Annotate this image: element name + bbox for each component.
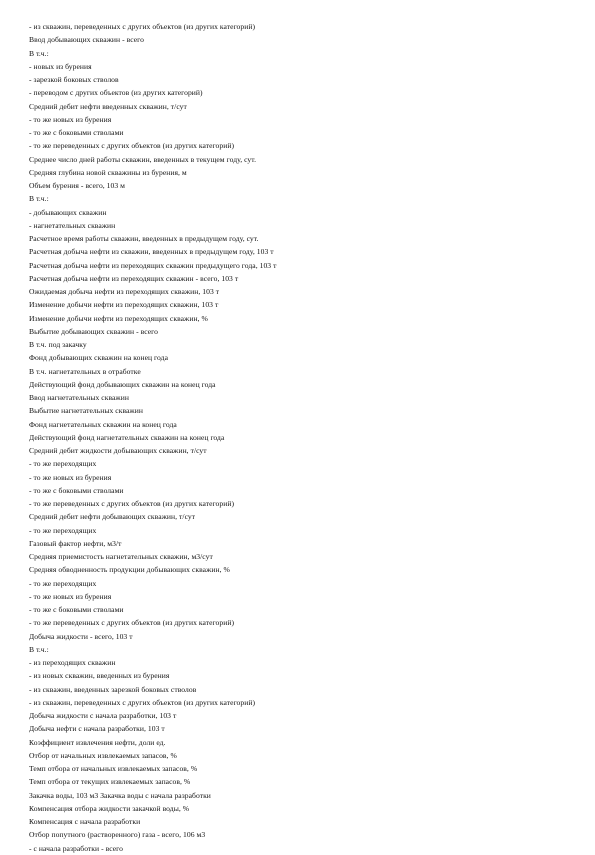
document-line: Средний дебит нефти добывающих скважин, т/сут (29, 512, 196, 522)
document-line: Объем бурения - всего, 103 м (29, 181, 126, 190)
document-line: Изменение добычи нефти из переходящих скважин, 103 т (29, 300, 219, 310)
document-line: Темп отбора от текущих извлекаемых запасов, % (29, 777, 191, 787)
document-line: Расчетная добыча нефти из переходящих скважин - всего, 103 т (29, 273, 239, 283)
document-line: - то же новых из бурения (29, 591, 112, 601)
document-line: - то же переведенных с других объектов (из других категорий) (29, 618, 235, 628)
document-line: - то же переходящих (29, 525, 97, 535)
document-line: - то же с боковыми стволами (29, 128, 124, 137)
document-line: Действующий фонд добывающих скважин на конец года (29, 379, 216, 389)
document-line: - то же переведенных с других объектов (из других категорий) (29, 499, 235, 508)
document-line: В т.ч.: (29, 644, 49, 654)
document-line: Компенсация с начала разработки (29, 817, 141, 826)
document-line: Изменение добычи нефти из переходящих скважин, % (29, 313, 208, 323)
document-line: Расчетная добыча нефти из переходящих скважин предыдущего года, 103 т (29, 260, 277, 270)
document-line: - то же переходящих (29, 578, 97, 588)
document-line: Отбор попутного (растворенного) газа - всего, 106 м3 (29, 830, 206, 840)
document-line: - то же с боковыми стволами (29, 605, 124, 614)
document-line: В т.ч.: (29, 194, 49, 204)
document-line: - из скважин, переведенных с других объектов (из других категорий) (29, 22, 256, 31)
document-line: Выбытие нагнетательных скважин (29, 406, 143, 416)
document-line: Фонд нагнетательных скважин на конец года (29, 419, 177, 429)
document-line: Среднее число дней работы скважин, введенных в текущем году, сут. (29, 154, 257, 164)
document-line: В т.ч. нагнетательных в отработке (29, 366, 141, 376)
document-line: Ввод добывающих скважин - всего (29, 35, 144, 45)
document-line: Средняя глубина новой скважины из бурения, м (29, 167, 187, 177)
document-line: - то же с боковыми стволами (29, 485, 124, 495)
document-line: - с начала разработки - всего (29, 843, 123, 853)
document-line: - из скважин, введенных зарезкой боковых стволов (29, 684, 197, 694)
document-line: Фонд добывающих скважин на конец года (29, 353, 168, 363)
document-line: Действующий фонд нагнетательных скважин на конец года (29, 432, 225, 442)
document-line: В т.ч.: (29, 48, 49, 58)
document-line: - из переходящих скважин (29, 658, 116, 667)
document-line: Расчетная добыча нефти из скважин, введенных в предыдущем году, 103 т (29, 247, 274, 257)
document-line: Выбытие добывающих скважин - всего (29, 326, 158, 336)
document-line: - то же новых из бурения (29, 114, 112, 124)
document-line: Добыча жидкости - всего, 103 т (29, 631, 133, 641)
document-line: Коэффициент извлечения нефти, доли ед. (29, 737, 166, 747)
document-line: Добыча жидкости с начала разработки, 103 т (29, 711, 177, 720)
document-line: Отбор от начальных извлекаемых запасов, % (29, 750, 177, 760)
document-line: - из новых скважин, введенных из бурения (29, 671, 170, 681)
document-line: Темп отбора от начальных извлекаемых запасов, % (29, 764, 198, 773)
document-line: - зарезкой боковых стволов (29, 75, 119, 84)
document-line: Расчетное время работы скважин, введенных в предыдущем году, сут. (29, 234, 259, 243)
document-line: - нагнетательных скважин (29, 220, 116, 230)
document-text-lines (29, 20, 276, 855)
document-line: Ожидаемая добыча нефти из переходящих скважин, 103 т (29, 287, 220, 296)
document-line: Газовый фактор нефти, м3/т (29, 538, 122, 548)
document-line: В т.ч. под закачку (29, 340, 87, 349)
document-line: Компенсация отбора жидкости закачкой воды, % (29, 803, 190, 813)
document-line: - из скважин, переведенных с других объектов (из других категорий) (29, 697, 256, 707)
document-line: - то же новых из бурения (29, 472, 112, 482)
document-line: - переводом с других объектов (из других категорий) (29, 88, 203, 98)
document-line: - новых из бурения (29, 61, 92, 71)
document-line: Средний дебит нефти введенных скважин, т/сут (29, 101, 187, 111)
document-line: Добыча нефти с начала разработки, 103 т (29, 724, 165, 734)
document-line: - то же переходящих (29, 459, 97, 469)
document-line: Средняя приемистость нагнетательных скважин, м3/сут (29, 552, 213, 561)
document-line: Средняя обводненность продукции добывающих скважин, % (29, 565, 230, 575)
document-line: - то же переведенных с других объектов (из других категорий) (29, 141, 235, 151)
document-line: Средний дебит жидкости добывающих скважин, т/сут (29, 446, 207, 455)
document-line: - добывающих скважин (29, 207, 107, 217)
document-line: Закачка воды, 103 м3 Закачка воды с начала разработки (29, 790, 211, 800)
document-line: Ввод нагнетательных скважин (29, 393, 129, 402)
